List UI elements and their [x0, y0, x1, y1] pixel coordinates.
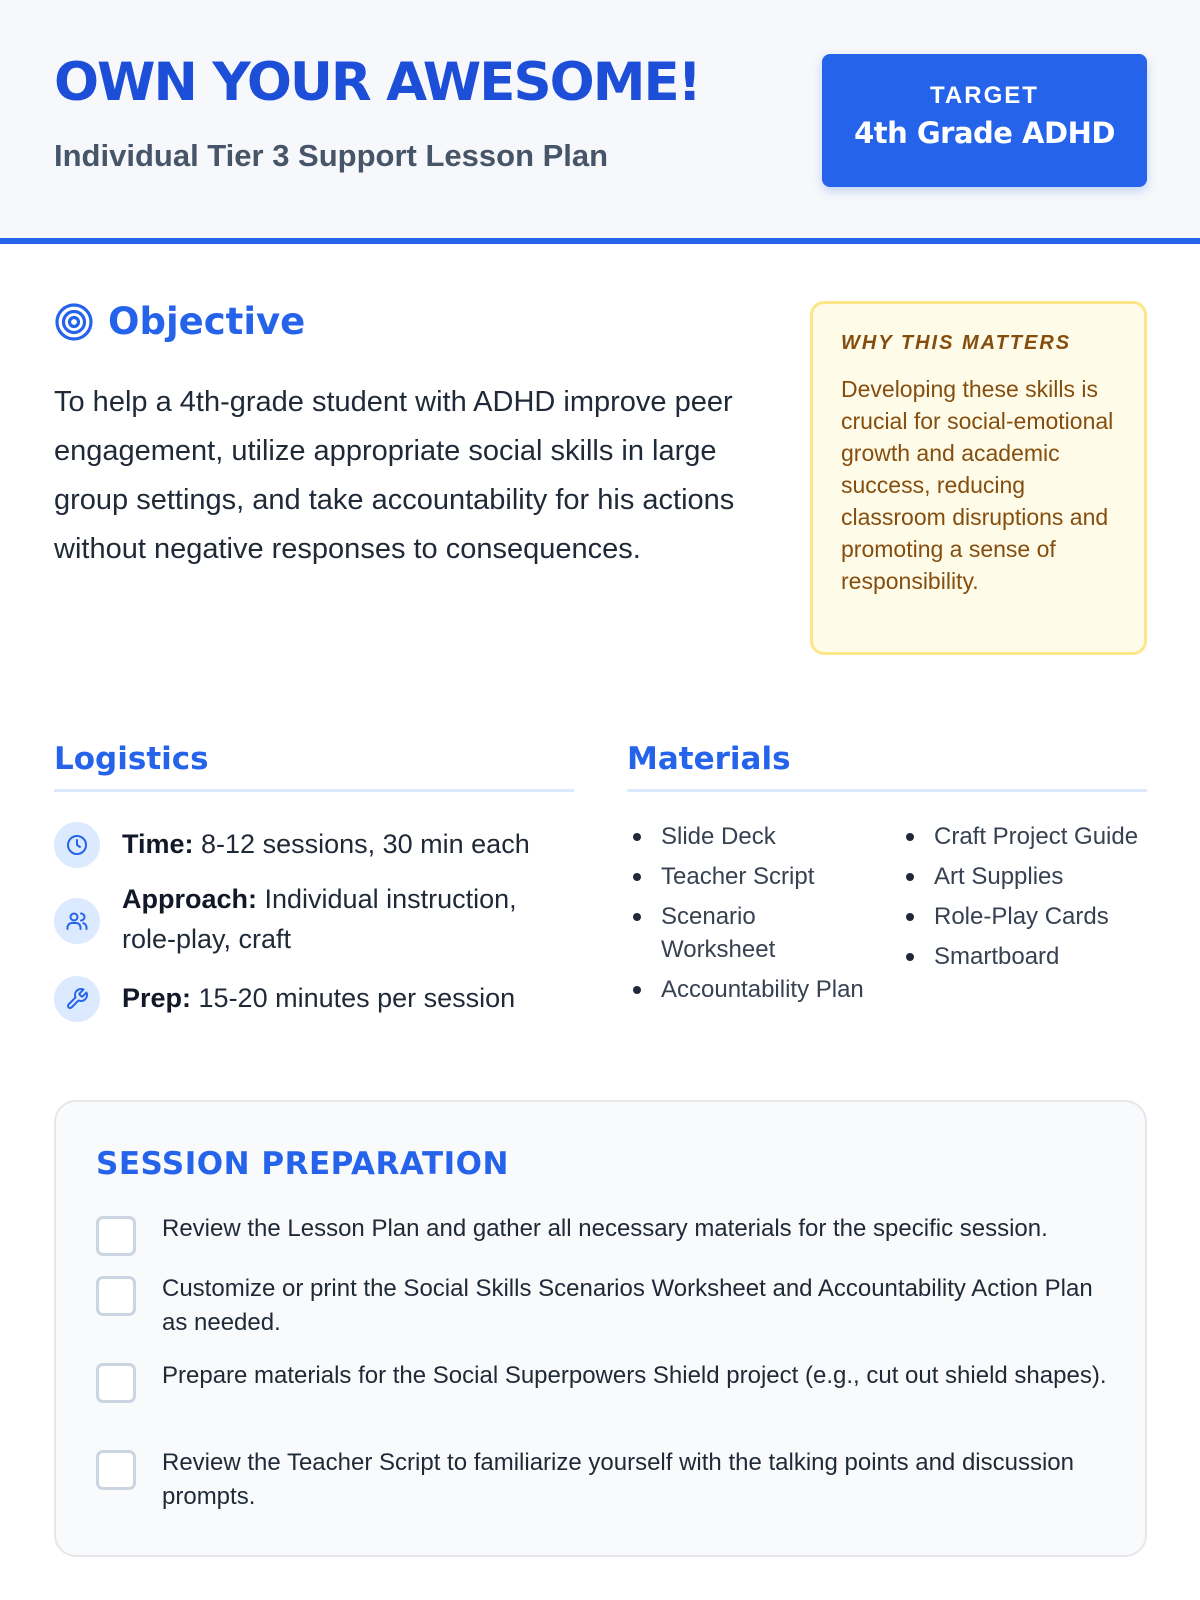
materials-list-left	[627, 820, 887, 1013]
checklist-item-text: Customize or print the Social Skills Scenarios Worksheet and Accountability Action Plan as needed.	[162, 1275, 1093, 1336]
checkbox[interactable]	[96, 1450, 136, 1490]
logistics-prep-text	[122, 978, 562, 1018]
target-value: 4th Grade ADHD	[854, 116, 1115, 150]
page-subtitle: Individual Tier 3 Support Lesson Plan	[54, 138, 609, 173]
checklist-item	[96, 1450, 1122, 1514]
logistics-time-value: 8-12 sessions, 30 min each	[193, 829, 530, 859]
checklist-item-text: Review the Teacher Script to familiarize yourself with the talking points and discussion prompts.	[162, 1449, 1074, 1510]
logistics-approach-value: Individual instruction, role-play, craft	[122, 884, 517, 954]
materials-divider	[627, 789, 1147, 792]
checklist-item	[96, 1276, 1122, 1340]
list-item: Accountability Plan	[627, 973, 887, 1006]
why-this-matters-callout	[810, 301, 1147, 655]
target-badge	[822, 54, 1147, 187]
list-item: Craft Project Guide	[900, 820, 1160, 853]
materials-list-right	[900, 820, 1160, 980]
wrench-icon	[54, 976, 100, 1022]
logistics-item-approach	[54, 879, 562, 959]
logistics-prep-value: 15-20 minutes per session	[191, 983, 516, 1013]
list-item: Art Supplies	[900, 860, 1160, 893]
target-label: TARGET	[930, 82, 1039, 109]
list-item: Scenario Worksheet	[627, 900, 807, 966]
objective-heading	[54, 300, 305, 343]
list-item: Slide Deck	[627, 820, 887, 853]
checkbox[interactable]	[96, 1216, 136, 1256]
checklist-item-text: Prepare materials for the Social Superpowers Shield project (e.g., cut out shield shapes).	[162, 1362, 1107, 1389]
checklist-item	[96, 1363, 1122, 1403]
list-item: Smartboard	[900, 940, 1160, 973]
list-item: Role-Play Cards	[900, 900, 1160, 933]
logistics-time-text	[122, 824, 562, 864]
objective-title: Objective	[108, 300, 306, 343]
logistics-item-time	[54, 822, 562, 868]
materials-title: Materials	[627, 741, 791, 777]
logistics-time-label: Time:	[122, 829, 194, 859]
session-preparation-card	[54, 1100, 1147, 1557]
logistics-title: Logistics	[54, 741, 209, 777]
logistics-approach-text	[122, 879, 562, 959]
list-item: Teacher Script	[627, 860, 887, 893]
page-title: OWN YOUR AWESOME!	[54, 52, 700, 113]
logistics-prep-label: Prep:	[122, 983, 192, 1013]
users-icon	[54, 898, 100, 944]
logistics-item-prep	[54, 976, 562, 1022]
why-this-matters-text: Developing these skills is crucial for social-emotional growth and academic success, reducing classroom disruptions and promoting a sense of responsibility.	[841, 376, 1114, 594]
checklist-item	[96, 1216, 1122, 1256]
target-icon	[54, 302, 94, 342]
logistics-approach-label: Approach:	[122, 884, 257, 914]
header	[0, 0, 1200, 244]
checklist-item-text: Review the Lesson Plan and gather all necessary materials for the specific session.	[162, 1215, 1048, 1242]
why-this-matters-label: WHY THIS MATTERS	[841, 332, 1072, 354]
session-preparation-title: SESSION PREPARATION	[96, 1146, 509, 1182]
checkbox[interactable]	[96, 1363, 136, 1403]
logistics-divider	[54, 789, 574, 792]
objective-text: To help a 4th-grade student with ADHD improve peer engagement, utilize appropriate social skills in large group settings, and take accountability for his actions without negative responses to consequences.	[54, 386, 735, 565]
clock-icon	[54, 822, 100, 868]
checkbox[interactable]	[96, 1276, 136, 1316]
